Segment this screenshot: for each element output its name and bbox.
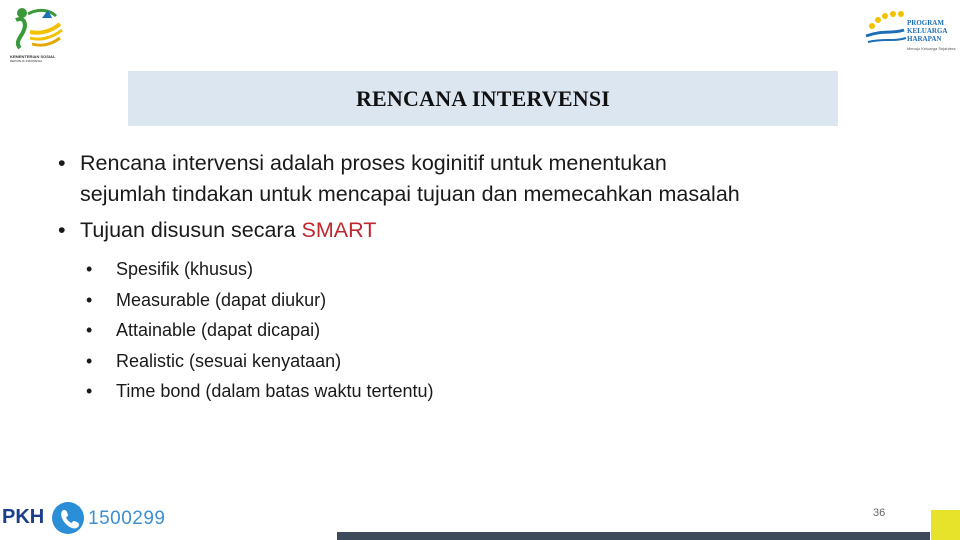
pkh-program-logo [862, 4, 958, 62]
list-item-text: Attainable (dapat dicapai) [116, 320, 321, 340]
list-item-text: Spesifik (khusus) [116, 259, 254, 279]
slide-title-box [128, 71, 838, 126]
org-name-line2: REPUBLIK INDONESIA [10, 59, 43, 63]
slide-content [58, 148, 898, 407]
bullet-point-1 [58, 148, 898, 210]
list-item [86, 285, 898, 316]
footer-bar [337, 532, 930, 540]
page-number: 36 [873, 507, 886, 519]
list-item [86, 346, 898, 377]
bullet-icon: • [58, 151, 66, 175]
pkh-logo-line1: PROGRAM [907, 19, 944, 27]
bullet-icon: • [86, 350, 93, 371]
org-name-line1: KEMENTERIAN SOSIAL [10, 54, 56, 59]
list-item [86, 254, 898, 285]
pkh-logo-text [907, 19, 947, 43]
bullet-icon: • [86, 259, 93, 279]
pkh-brand-text: PKH [2, 506, 45, 528]
pkh-logo-line3: HARAPAN [907, 35, 942, 43]
bullet-icon: • [86, 381, 93, 401]
hotline-number: 1500299 [88, 508, 166, 529]
list-item-text: Realistic (sesuai kenyataan) [116, 350, 342, 371]
bullet-point-2-text: Tujuan disusun secara [80, 218, 302, 242]
bullet-icon: • [58, 218, 66, 242]
smart-highlight: SMART [301, 218, 377, 242]
bullet-icon: • [86, 320, 93, 340]
list-item-text: Measurable (dapat diukur) [116, 289, 327, 310]
kemensos-logo [6, 4, 78, 66]
smart-criteria-list [58, 254, 898, 407]
bullet-point-2 [58, 215, 898, 246]
list-item [86, 376, 898, 407]
list-item-text: Time bond (dalam batas waktu tertentu) [116, 381, 434, 401]
bullet-point-1-line1: Rencana intervensi adalah proses koginitif untuk menentukan [80, 151, 667, 175]
kemensos-emblem-icon [6, 4, 70, 52]
slide-title: RENCANA INTERVENSI [355, 85, 611, 111]
footer-accent-square [931, 510, 960, 540]
pkh-hotline-logo [0, 500, 175, 536]
pkh-logo-subtext: Menuju Keluarga Sejahtera [907, 46, 956, 51]
list-item [86, 315, 898, 346]
phone-icon [52, 502, 84, 534]
bullet-icon: • [86, 289, 93, 310]
bullet-point-1-line2: sejumlah tindakan untuk mencapai tujuan dan memecahkan masalah [80, 182, 740, 206]
pkh-logo-line2: KELUARGA [907, 27, 948, 35]
